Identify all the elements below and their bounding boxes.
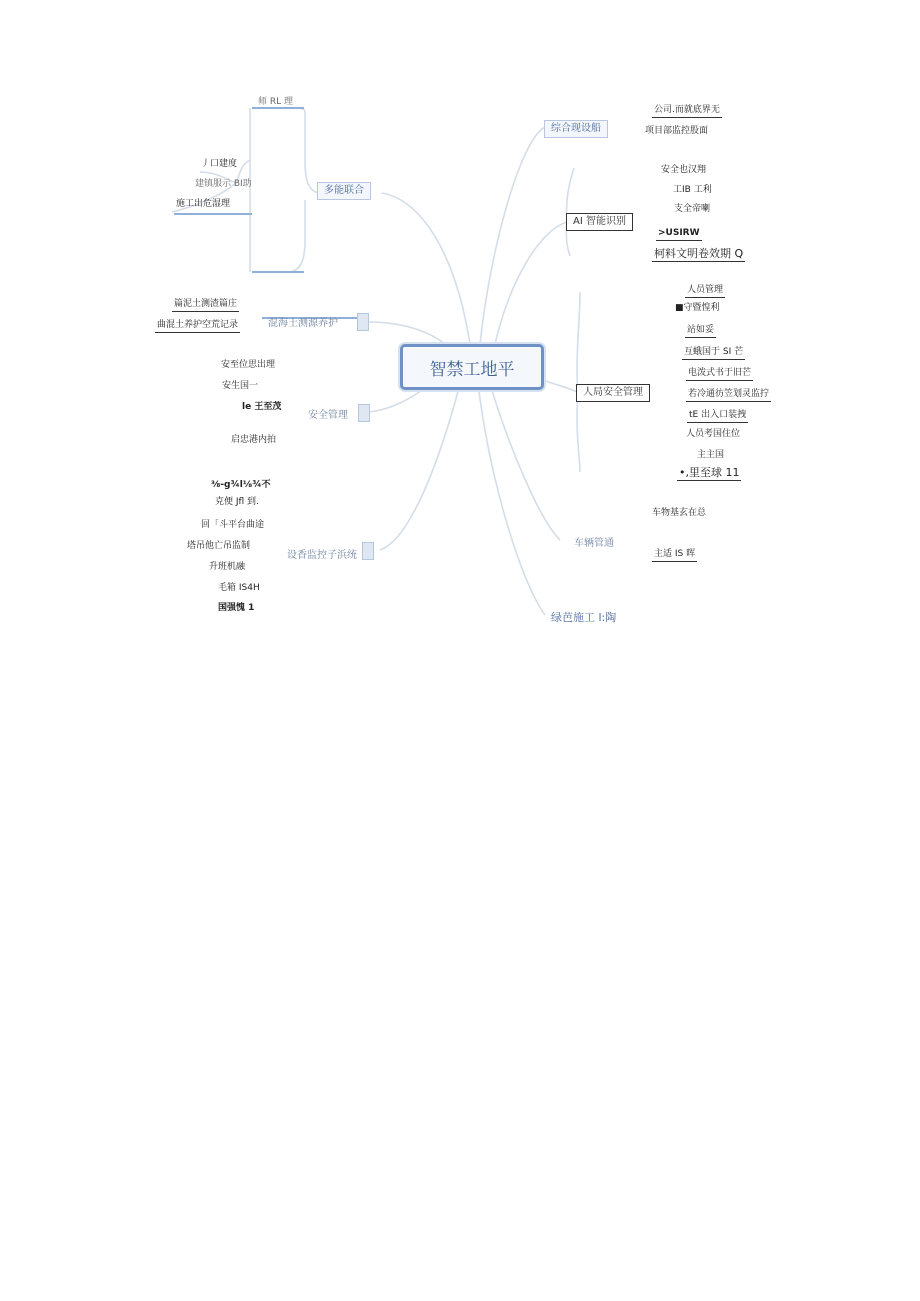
branch-safety-management[interactable]: 安全管理 xyxy=(308,410,348,421)
leaf-item[interactable]: 互蛾国于 SI 芒 xyxy=(682,346,745,360)
leaf-item[interactable]: 曲混土养护空荒记录 xyxy=(155,319,240,333)
leaf-item[interactable]: >USIRW xyxy=(656,227,702,241)
branch-personnel-safety[interactable]: 人局安全管理 xyxy=(576,384,650,402)
leaf-item[interactable]: 建镇服示 BI助 xyxy=(195,179,252,189)
leaf-item[interactable]: 篇泥土测渣篇庄 xyxy=(172,298,239,312)
leaf-item[interactable]: •,里至球 11 xyxy=(679,466,740,479)
leaf-item[interactable]: 车物基玄在总 xyxy=(652,508,707,518)
leaf-item[interactable]: 回「斗平台曲途 xyxy=(201,520,265,530)
leaf-item[interactable]: 柯料文明卷效期 Q xyxy=(654,247,744,260)
leaf-item[interactable]: 升班机融 xyxy=(209,562,246,572)
leaf-item[interactable]: 安至位思出理 xyxy=(221,360,276,370)
leaf-item[interactable]: le 王至茂 xyxy=(242,402,282,412)
leaf-item[interactable]: 工IB 工利 xyxy=(673,185,712,195)
leaf-item[interactable]: 塔吊他亡吊监制 xyxy=(187,541,251,551)
leaf-item[interactable]: 人员管理 xyxy=(685,284,725,298)
leaf-item[interactable]: 师 RL 理 xyxy=(258,97,293,107)
branch-multi-function[interactable]: 多能联合 xyxy=(317,182,371,200)
leaf-item[interactable]: 启忠港内拍 xyxy=(231,435,277,445)
branch-integrated-display[interactable]: 综合现设船 xyxy=(544,120,608,138)
central-topic[interactable]: 智禁工地平 xyxy=(400,344,544,390)
branch-green-construction[interactable]: 绿芭施工 l:陶 xyxy=(551,611,617,624)
branch-marker xyxy=(358,404,370,422)
leaf-item[interactable]: ■守暨惶利 xyxy=(675,303,720,313)
leaf-item[interactable]: 公司.而就底界无 xyxy=(652,104,722,118)
branch-marker xyxy=(357,313,369,331)
leaf-item[interactable]: 安全也汉翔 xyxy=(661,165,707,175)
leaf-item[interactable]: 施工出危湿理 xyxy=(176,199,231,209)
leaf-item[interactable]: 主适 IS 晖 xyxy=(652,548,697,562)
leaf-item[interactable]: 安生国一 xyxy=(222,381,259,391)
leaf-item[interactable]: 项目部监控股面 xyxy=(645,126,709,136)
branch-marker xyxy=(362,542,374,560)
branch-ai-recognition[interactable]: AI 智能识别 xyxy=(566,213,633,231)
leaf-item[interactable]: 国强愧 1 xyxy=(218,603,255,613)
leaf-item[interactable]: 主主国 xyxy=(697,450,725,460)
leaf-item[interactable]: 支全帝喇 xyxy=(674,204,711,214)
leaf-item[interactable]: 丿口建度 xyxy=(201,159,238,169)
leaf-item[interactable]: 站如妥 xyxy=(685,324,716,338)
leaf-item[interactable]: 若冷通彷笠划灵监拧 xyxy=(686,388,771,402)
leaf-item[interactable]: 人员考国住位 xyxy=(686,429,741,439)
leaf-item[interactable]: ⅜-g¾l⅛¾不 xyxy=(211,480,271,490)
branch-equipment-monitoring[interactable]: 设香监控子浜统 xyxy=(287,550,357,561)
leaf-item[interactable]: 电泼式书于旧芒 xyxy=(686,367,753,381)
leaf-item[interactable]: 克便 Jfl 到. xyxy=(215,497,259,507)
branch-vehicle-management[interactable]: 车辆管通 xyxy=(574,538,614,549)
leaf-item[interactable]: tE 出入口装拽 xyxy=(687,409,748,423)
branch-concrete-curing[interactable]: 混海土测源养护 xyxy=(268,318,338,329)
leaf-item[interactable]: 毛箱 IS4H xyxy=(218,583,260,593)
